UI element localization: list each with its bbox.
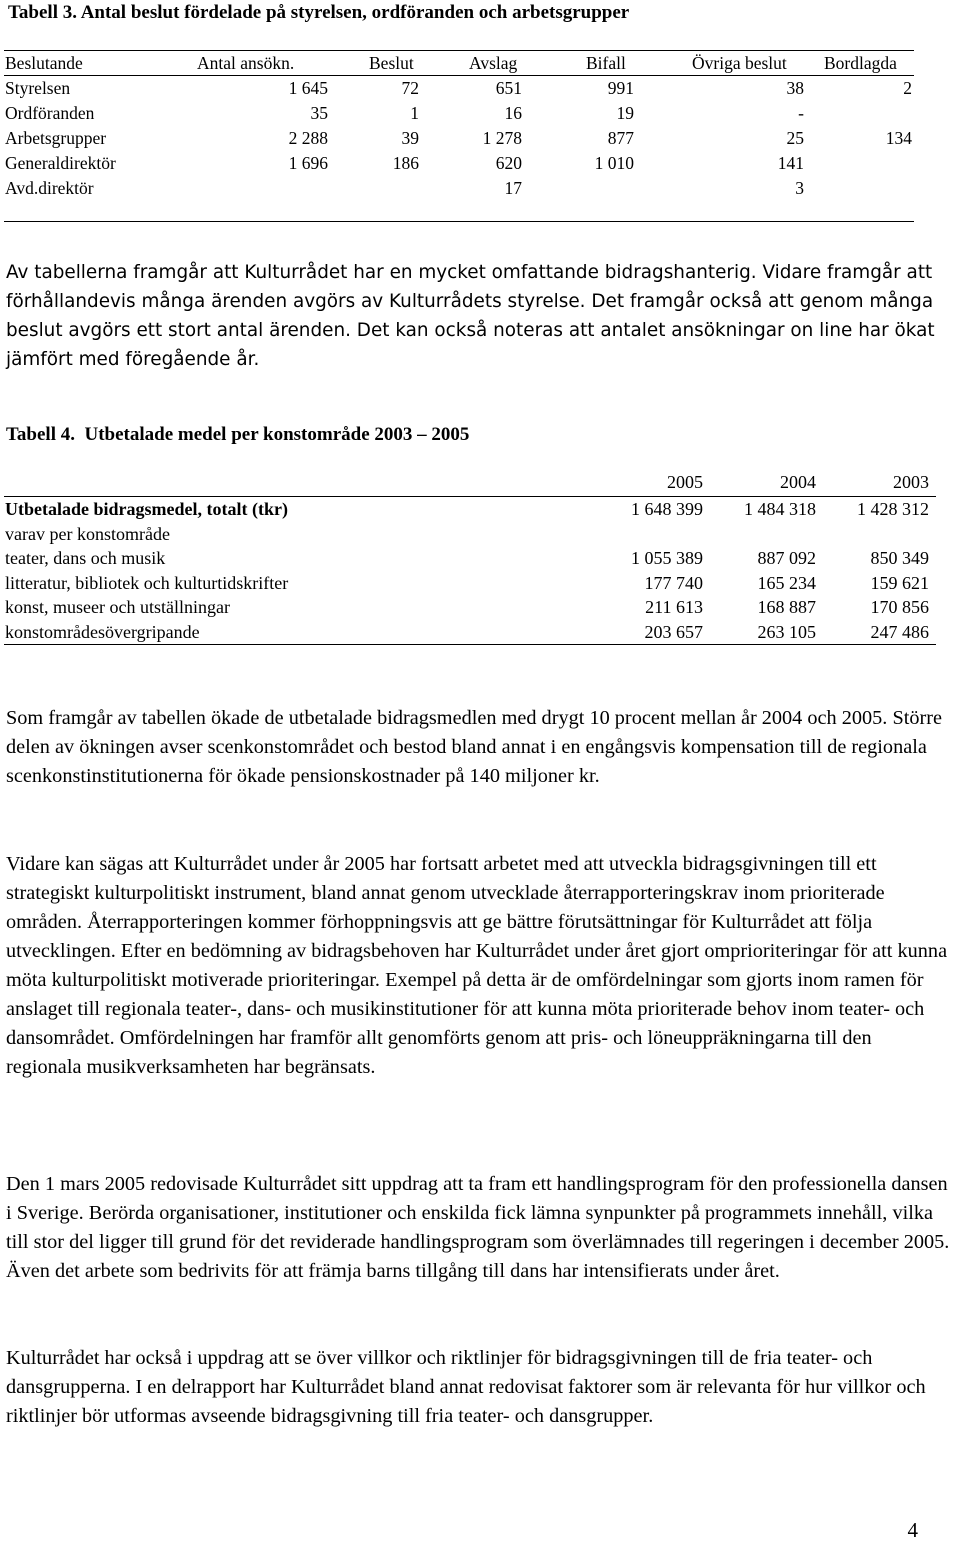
- table-cell: 877: [607, 128, 634, 148]
- table-row: [4, 151, 914, 176]
- table-cell: 159 621: [870, 572, 929, 593]
- paragraph: Som framgår av tabellen ökade de utbetalade bidragsmedlen med drygt 10 procent mellan år 2004 och 2005. Större delen av ökningen avser scenkonstområdet och bestod bland annat i en engångsvis kompensation till de regionala scenkonstinstitutionerna för ökade pensionskostnader på 140 miljoner kr.: [6, 707, 943, 787]
- page-number: 4: [907, 1518, 918, 1542]
- table-cell: 850 349: [870, 548, 929, 568]
- table-cell: 2 288: [288, 128, 328, 148]
- table3-header-cell: Avslag: [469, 53, 518, 73]
- table-cell: 620: [495, 153, 522, 173]
- table-cell: 1 648 399: [631, 499, 703, 519]
- table-cell: 141: [777, 153, 804, 173]
- table4-total-row: [4, 497, 936, 522]
- table3-header-cell: Antal ansökn.: [197, 53, 295, 73]
- table-row: [4, 176, 914, 201]
- table-cell: 35: [310, 103, 328, 123]
- table-cell: 177 740: [644, 572, 703, 593]
- table-row: [4, 126, 914, 151]
- row-label: teater, dans och musik: [5, 548, 166, 568]
- table-cell: 2: [903, 78, 912, 98]
- table-cell: 134: [885, 128, 912, 148]
- table-cell: -: [798, 103, 804, 123]
- table4-label: Tabell 4.: [6, 424, 75, 445]
- table-row: [4, 571, 936, 596]
- table-cell: 1 010: [594, 153, 634, 173]
- table-cell: 247 486: [870, 621, 929, 642]
- table-cell: 203 657: [644, 621, 703, 642]
- table-cell: 1 645: [288, 78, 328, 98]
- row-label: Arbetsgrupper: [5, 128, 107, 148]
- table3-header-cell: Beslut: [369, 53, 414, 73]
- row-label: Generaldirektör: [5, 153, 116, 173]
- table4: [4, 470, 936, 645]
- table-cell: 16: [504, 103, 522, 123]
- table4-years-row: [4, 470, 936, 497]
- table-cell: 19: [616, 103, 634, 123]
- table3-header-cell: Bifall: [586, 53, 626, 73]
- table-cell: 165 234: [757, 572, 816, 593]
- table-cell: 38: [786, 78, 804, 98]
- paragraph: Vidare kan sägas att Kulturrådet under år 2005 har fortsatt arbetet med att utveckla bidragsgivningen till ett strategiskt kulturpolitiskt instrument, bland annat genom utvecklade återrapporteringskrav inom prioriterade områden. Återrapporteringen kommer förhoppningsvis att ge bättre förutsättningar för Kulturrådet att följa utvecklingen. Efter en bedömning av bidragsbehoven har Kulturrådet under året gjort omprioriteringar för att kunna möta kulturpolitiskt motiverade prioriteringar. Exempel på detta är de omfördelningar som gjorts inom ramen för anslaget till regionala teater-, dans- och musikinstitutioner för att kunna möta prioriterade behov inom teater- och dansområdet. Omfördelningen har framför allt genomförts genom att pris- och löneuppräkningarna till den regionala musikverksamheten har begränsats.: [6, 853, 948, 1078]
- table4-title: [6, 424, 469, 446]
- table-cell: 1 278: [482, 128, 522, 148]
- table-cell: 168 887: [757, 597, 816, 617]
- table3-spacer: [4, 201, 914, 221]
- paragraph: Den 1 mars 2005 redovisade Kulturrådet sitt uppdrag att ta fram ett handlingsprogram för den professionella dansen i Sverige. Berörda organisationer, institutioner och enskilda fick lämna synpunkter på programmets innehåll, vilka till stor del ligger till grund för det reviderade handlingsprogram som överlämnades till regeringen i december 2005. Även det arbete som bedrivits för att främja barns tillgång till dans har intensifierats under året.: [6, 1173, 950, 1282]
- subheading: varav per konstområde: [5, 523, 170, 544]
- table-cell: 991: [607, 78, 634, 98]
- table-cell: 1 484 318: [744, 499, 816, 519]
- table-cell: 72: [401, 78, 419, 98]
- paragraph-table-summary: Av tabellerna framgår att Kulturrådet har en mycket omfattande bidragshanterig. Vidare framgår att förhållandevis många ärenden avgörs av Kulturrådets styrelse. Det framgår också att genom många beslut avgörs ett stort antal ärenden. Det kan också noteras att antalet ansökningar on line har ökat jämfört med föregående år.: [6, 262, 935, 370]
- row-label: konst, museer och utställningar: [5, 597, 230, 617]
- row-label: Ordföranden: [5, 103, 95, 123]
- table-cell: 186: [392, 153, 419, 173]
- table-cell: 39: [401, 128, 419, 148]
- table-cell: 3: [795, 178, 804, 198]
- table3: [4, 50, 914, 222]
- year-header: 2005: [667, 472, 703, 492]
- year-header: 2003: [893, 472, 929, 492]
- row-label: konstområdesövergripande: [5, 621, 200, 642]
- total-label: Utbetalade bidragsmedel, totalt (tkr): [5, 499, 288, 519]
- table-cell: 17: [504, 178, 522, 198]
- table-cell: 170 856: [870, 597, 929, 617]
- table-row: [4, 76, 914, 101]
- table4-heading: Utbetalade medel per konstområde 2003 – 2005: [84, 424, 470, 445]
- paragraph: Kulturrådet har också i uppdrag att se över villkor och riktlinjer för bidragsgivningen till de fria teater- och dansgrupperna. I en delrapport har Kulturrådet bland annat redovisat faktorer som är relevanta för hur villkor och riktlinjer bör utformas avseende bidragsgivning till fria teater- och dansgrupper.: [6, 1347, 926, 1427]
- table-cell: 263 105: [757, 621, 816, 642]
- table-cell: 1 428 312: [857, 499, 929, 519]
- table-cell: 651: [495, 78, 522, 98]
- table3-header-cell: Bordlagda: [824, 53, 897, 73]
- row-label: Avd.direktör: [5, 178, 94, 198]
- table3-header-cell: Övriga beslut: [692, 53, 787, 73]
- row-label: Styrelsen: [5, 78, 71, 98]
- table3-header-row: [4, 51, 914, 76]
- table-cell: 1 055 389: [631, 548, 703, 568]
- table-row: [4, 620, 936, 646]
- table-cell: 887 092: [757, 548, 816, 568]
- row-label: litteratur, bibliotek och kulturtidskrifter: [5, 572, 289, 593]
- table-cell: 25: [786, 128, 804, 148]
- year-header: 2004: [780, 472, 816, 492]
- table-cell: 1: [410, 103, 419, 123]
- table4-subheading-row: [4, 522, 936, 547]
- table-cell: 1 696: [288, 153, 328, 173]
- table-cell: 211 613: [645, 597, 703, 617]
- table-row: [4, 101, 914, 126]
- table3-header-cell: Beslutande: [5, 53, 83, 73]
- table3-title: Tabell 3. Antal beslut fördelade på styrelsen, ordföranden och arbetsgrupper: [8, 2, 630, 23]
- table-row: [4, 546, 936, 571]
- table-row: [4, 595, 936, 620]
